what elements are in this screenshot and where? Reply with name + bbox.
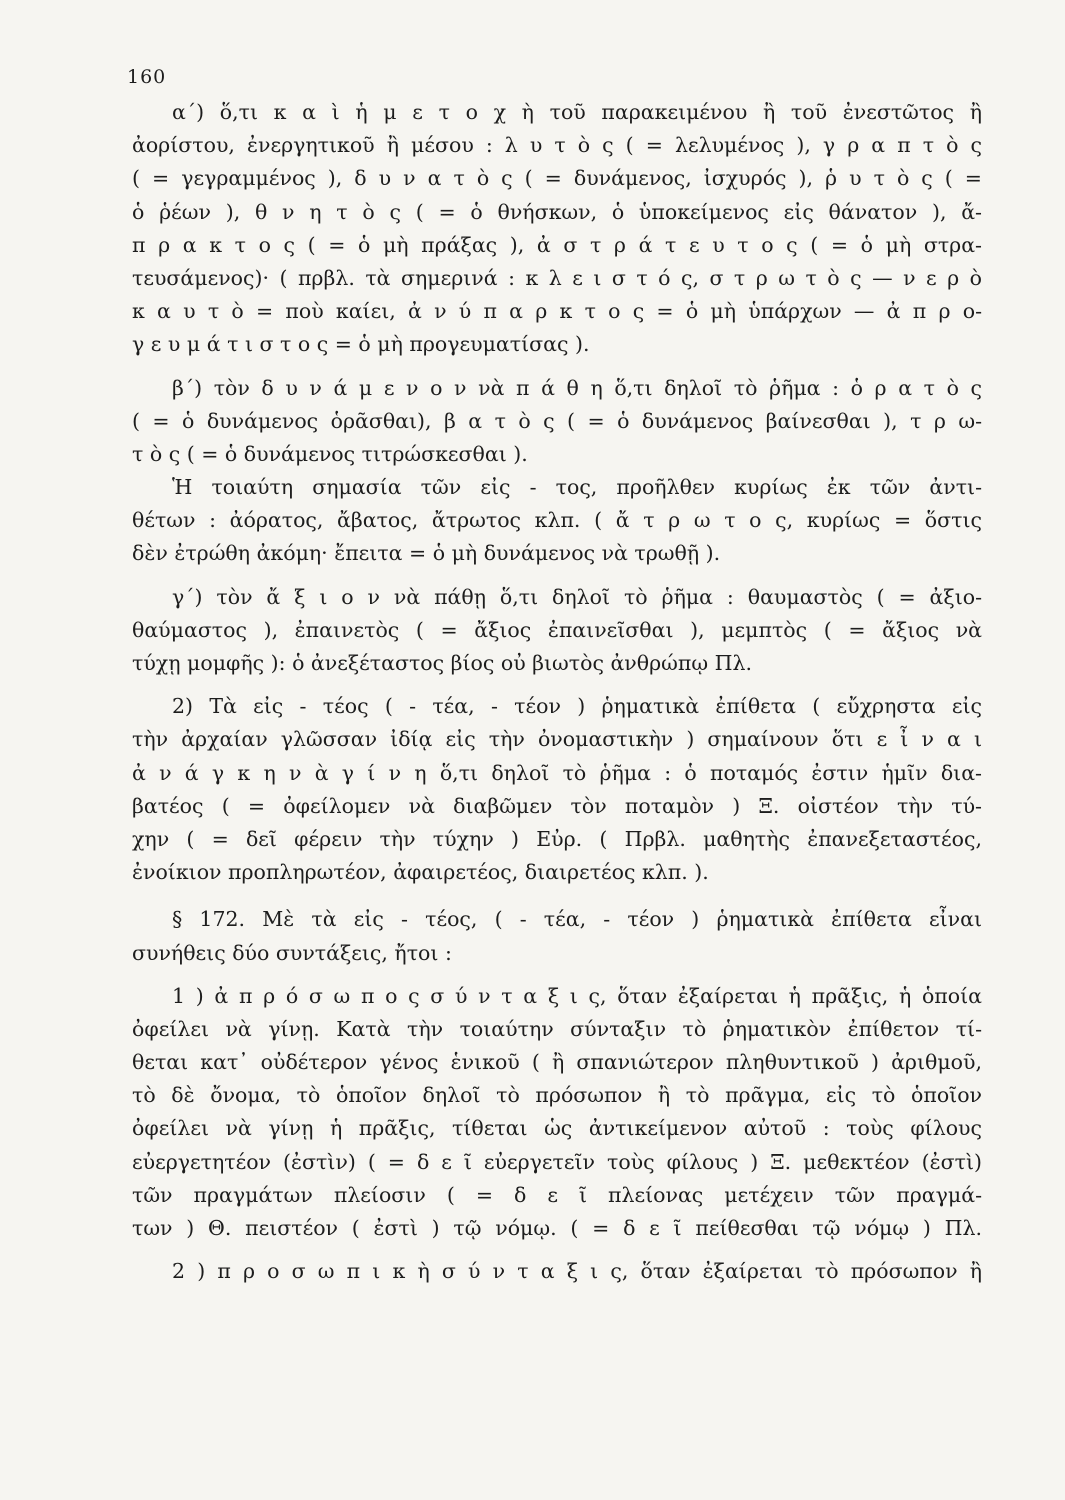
text-line: τὸ δὲ ὄνομα, τὸ ὁποῖον δηλοῖ τὸ πρόσωπον ἢ τὸ πρᾶγμα, εἰς τὸ ὁποῖον (132, 1083, 982, 1108)
text-line: κ α υ τ ὸ = ποὺ καίει, ἀ ν ύ π α ρ κ τ ο ς = ὁ μὴ ὑπάρχων — ἀ π ρ ο- (132, 299, 982, 324)
text-line: ὀφείλει νὰ γίνῃ ἡ πρᾶξις, τίθεται ὡς ἀντικείμενον αὐτοῦ : τοὺς φίλους (132, 1116, 982, 1141)
text-line: δὲν ἐτρώθη ἀκόμη· ἔπειτα = ὁ μὴ δυνάμενος νὰ τρωθῇ ). (132, 541, 721, 566)
text-line: ( = γεγραμμένος ), δ υ ν α τ ὸ ς ( = δυνάμενος, ἰσχυρός ), ῥ υ τ ὸ ς ( = (132, 166, 982, 191)
text-line: β΄) τὸν δ υ ν ά μ ε ν ο ν νὰ π ά θ η ὅ,τι δηλοῖ τὸ ῥῆμα : ὁ ρ α τ ὸ ς (172, 375, 982, 400)
text-line: τ ὸ ς ( = ὁ δυνάμενος τιτρώσκεσθαι ). (132, 441, 528, 466)
body-text (132, 96, 982, 1288)
text-line: θέτων : ἀόρατος, ἄβατος, ἄτρωτος κλπ. ( ἄ τ ρ ω τ ο ς, κυρίως = ὅστις (132, 508, 982, 533)
text-line: γ΄) τὸν ἄ ξ ι ο ν νὰ πάθῃ ὅ,τι δηλοῖ τὸ ῥῆμα : θαυμαστὸς ( = ἀξιο- (172, 584, 982, 609)
text-line: τὴν ἀρχαίαν γλῶσσαν ἰδίᾳ εἰς τὴν ὀνομαστικὴν ) σημαίνουν ὅτι ε ἶ ν α ι (132, 727, 982, 752)
text-line: α΄) ὅ,τι κ α ὶ ἡ μ ε τ ο χ ὴ τοῦ παρακειμένου ἢ τοῦ ἐνεστῶτος ἢ (172, 100, 982, 124)
text-line: τύχῃ μομφῆς ): ὁ ἀνεξέταστος βίος οὐ βιωτὸς ἀνθρώπῳ Πλ. (132, 651, 752, 675)
text-line: π ρ α κ τ ο ς ( = ὁ μὴ πράξας ), ἀ σ τ ρ ά τ ε υ τ ο ς ( = ὁ μὴ στρα- (132, 232, 982, 257)
text-line: ὀφείλει νὰ γίνῃ. Κατὰ τὴν τοιαύτην σύνταξιν τὸ ῥηματικὸν ἐπίθετον τί- (132, 1016, 982, 1041)
text-line: θαύμαστος ), ἐπαινετὸς ( = ἄξιος ἐπαινεῖσθαι ), μεμπτὸς ( = ἄξιος νὰ (132, 617, 982, 642)
text-line: ἀορίστου, ἐνεργητικοῦ ἢ μέσου : λ υ τ ὸ ς ( = λελυμένος ), γ ρ α π τ ὸ ς (132, 133, 982, 158)
text-line: 1 ) ἀ π ρ ό σ ω π ο ς σ ύ ν τ α ξ ι ς, ὅταν ἐξαίρεται ἡ πρᾶξις, ἡ ὁποία (172, 983, 982, 1008)
text-line: 2) Τὰ εἰς - τέος ( - τέα, - τέον ) ῥηματικὰ ἐπίθετα ( εὔχρηστα εἰς (172, 694, 982, 719)
text-line: γ ε υ μ ά τ ι σ τ ο ς = ὁ μὴ προγευματίσας ). (132, 332, 590, 357)
page-number: 160 (127, 66, 167, 88)
text-line: § 172. Μὲ τὰ εἰς - τέος, ( - τέα, - τέον ) ῥηματικὰ ἐπίθετα εἶναι (172, 907, 982, 932)
text-line: ὁ ῥέων ), θ ν η τ ὸ ς ( = ὁ θνήσκων, ὁ ὑποκείμενος εἰς θάνατον ), ἄ- (132, 199, 982, 224)
text-line: χην ( = δεῖ φέρειν τὴν τύχην ) Εὐρ. ( Πρβλ. μαθητὴς ἐπανεξεταστέος, (132, 826, 982, 851)
text-line: ἐνοίκιον προπληρωτέον, ἀφαιρετέος, διαιρετέος κλπ. ). (132, 860, 709, 885)
text-line: των ) Θ. πειστέον ( ἐστὶ ) τῷ νόμῳ. ( = δ ε ῖ πείθεσθαι τῷ νόμῳ ) Πλ. (132, 1216, 982, 1240)
text-line: συνήθεις δύο συντάξεις, ἤτοι : (132, 940, 452, 965)
text-line: θεται κατ᾽ οὐδέτερον γένος ἑνικοῦ ( ἢ σπανιώτερον πληθυντικοῦ ) ἀριθμοῦ, (132, 1050, 982, 1075)
text-line: ἀ ν ά γ κ η ν ὰ γ ί ν η ὅ,τι δηλοῖ τὸ ῥῆμα : ὁ ποταμός ἐστιν ἡμῖν δια- (132, 760, 982, 785)
text-line: Ἡ τοιαύτη σημασία τῶν εἰς - τος, προῆλθεν κυρίως ἐκ τῶν ἀντι- (172, 475, 982, 500)
text-line: 2 ) π ρ ο σ ω π ι κ ὴ σ ύ ν τ α ξ ι ς, ὅταν ἐξαίρεται τὸ πρόσωπον ἢ (172, 1259, 982, 1284)
text-line: τευσάμενος)· ( πρβλ. τὰ σημερινά : κ λ ε ι σ τ ό ς, σ τ ρ ω τ ὸ ς — ν ε ρ ὸ (132, 265, 982, 290)
text-line: τῶν πραγμάτων πλείοσιν ( = δ ε ῖ πλείονας μετέχειν τῶν πραγμά- (132, 1182, 982, 1207)
text-line: βατέος ( = ὀφείλομεν νὰ διαβῶμεν τὸν ποταμὸν ) Ξ. οἰστέον τὴν τύ- (132, 793, 982, 818)
text-line: εὐεργετητέον (ἐστὶν) ( = δ ε ῖ εὐεργετεῖν τοὺς φίλους ) Ξ. μεθεκτέον (ἐστὶ) (132, 1149, 982, 1174)
text-line: ( = ὁ δυνάμενος ὁρᾶσθαι), β α τ ὸ ς ( = ὁ δυνάμενος βαίνεσθαι ), τ ρ ω- (132, 408, 982, 433)
